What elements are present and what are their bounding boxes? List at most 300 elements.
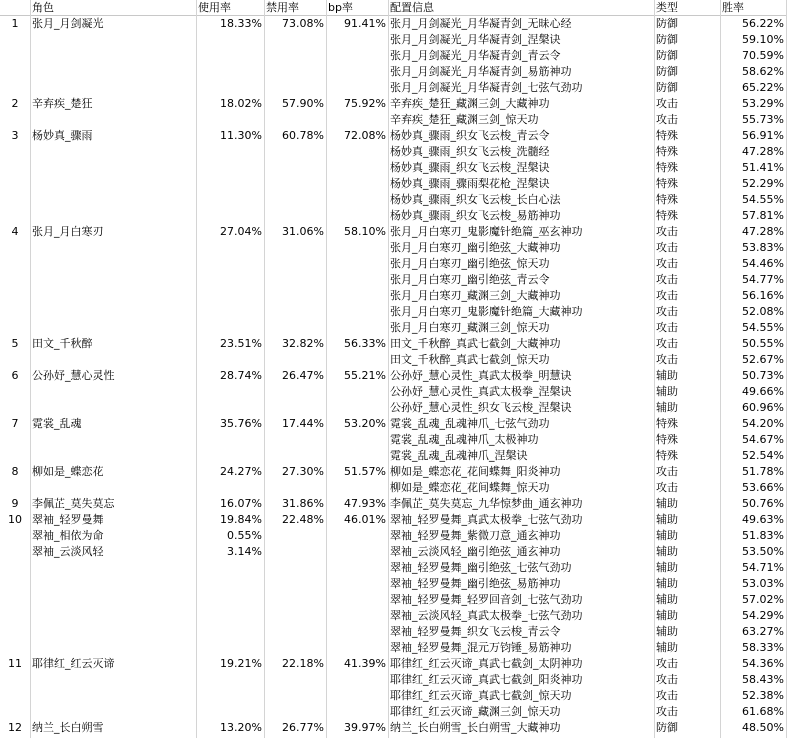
cell-bp-rate	[326, 64, 388, 80]
cell-type: 攻击	[656, 353, 678, 366]
cell-use-rate	[196, 592, 264, 608]
cell-bp-rate	[326, 352, 388, 368]
cell-config: 张月_月剑凝光_月华凝青剑_易筋神功	[390, 65, 572, 78]
cell-ban-rate	[264, 192, 326, 208]
cell-bp-rate	[326, 560, 388, 576]
cell-index	[0, 592, 30, 608]
cell-win-rate: 49.63%	[742, 513, 784, 526]
cell-index: 6	[11, 369, 19, 382]
cell-type: 攻击	[656, 273, 678, 286]
cell-use-rate	[196, 208, 264, 224]
cell-config: 翠袖_云淡风轻_幽引绝弦_通玄神功	[390, 545, 561, 558]
cell-win-rate: 51.78%	[742, 465, 784, 478]
cell-config: 翠袖_轻罗曼舞_真武太极拳_七弦气劲功	[390, 513, 583, 526]
cell-config: 张月_月剑凝光_月华凝青剑_涅槃诀	[390, 33, 561, 46]
cell-use-rate	[196, 304, 264, 320]
cell-type: 攻击	[656, 241, 678, 254]
cell-win-rate: 51.41%	[742, 161, 784, 174]
cell-index	[0, 48, 30, 64]
cell-ban-rate	[264, 432, 326, 448]
cell-ban-rate: 60.78%	[282, 129, 324, 142]
cell-use-rate	[196, 400, 264, 416]
cell-config: 翠袖_轻罗曼舞_混元万钧锤_易筋神功	[390, 641, 572, 654]
cell-use-rate: 19.21%	[220, 657, 262, 670]
cell-config: 杨妙真_骤雨_织女飞云梭_青云令	[390, 129, 550, 142]
cell-bp-rate	[326, 480, 388, 496]
cell-bp-rate	[326, 592, 388, 608]
cell-index	[0, 400, 30, 416]
cell-config: 公孙妤_慧心灵性_织女飞云梭_涅槃诀	[390, 401, 572, 414]
grid-line	[30, 0, 31, 738]
cell-win-rate: 54.55%	[742, 321, 784, 334]
cell-use-rate	[196, 112, 264, 128]
cell-type: 特殊	[656, 177, 678, 190]
cell-bp-rate	[326, 624, 388, 640]
cell-role: 公孙妤_慧心灵性	[32, 369, 115, 382]
cell-index	[0, 560, 30, 576]
cell-index	[0, 704, 30, 720]
cell-ban-rate	[264, 400, 326, 416]
cell-index	[0, 80, 30, 96]
cell-ban-rate	[264, 560, 326, 576]
cell-win-rate: 50.73%	[742, 369, 784, 382]
cell-win-rate: 57.81%	[742, 209, 784, 222]
cell-role	[30, 144, 196, 160]
cell-role: 杨妙真_骤雨	[32, 129, 93, 142]
header-bp-rate: bp率	[326, 0, 388, 16]
cell-ban-rate	[264, 80, 326, 96]
cell-bp-rate	[326, 272, 388, 288]
cell-bp-rate	[326, 192, 388, 208]
cell-role	[30, 240, 196, 256]
cell-index	[0, 64, 30, 80]
cell-type: 攻击	[656, 657, 678, 670]
grid-line	[654, 0, 655, 738]
cell-use-rate	[196, 32, 264, 48]
cell-type: 辅助	[656, 513, 678, 526]
cell-win-rate: 54.55%	[742, 193, 784, 206]
cell-bp-rate	[326, 448, 388, 464]
cell-ban-rate: 57.90%	[282, 97, 324, 110]
cell-config: 翠袖_轻罗曼舞_幽引绝弦_七弦气劲功	[390, 561, 572, 574]
cell-role	[30, 480, 196, 496]
cell-config: 翠袖_轻罗曼舞_轻罗回音剑_七弦气劲功	[390, 593, 583, 606]
cell-bp-rate: 75.92%	[344, 97, 386, 110]
cell-ban-rate: 22.48%	[282, 513, 324, 526]
cell-use-rate	[196, 288, 264, 304]
cell-index	[0, 288, 30, 304]
cell-win-rate: 54.67%	[742, 433, 784, 446]
cell-ban-rate	[264, 160, 326, 176]
header-role: 角色	[30, 0, 196, 16]
cell-use-rate	[196, 80, 264, 96]
cell-win-rate: 56.91%	[742, 129, 784, 142]
cell-type: 辅助	[656, 401, 678, 414]
header-ban-rate: 禁用率	[264, 0, 326, 16]
cell-index	[0, 640, 30, 656]
cell-role	[30, 272, 196, 288]
cell-index	[0, 576, 30, 592]
cell-index: 2	[11, 97, 19, 110]
cell-config: 辛弃疾_楚狂_藏渊三剑_大藏神功	[390, 97, 550, 110]
cell-role: 纳兰_长白朔雪	[32, 721, 104, 734]
cell-type: 特殊	[656, 449, 678, 462]
cell-type: 特殊	[656, 145, 678, 158]
cell-index: 3	[11, 129, 19, 142]
cell-bp-rate	[326, 688, 388, 704]
cell-config: 耶律红_红云灭谛_真武七截剑_太阴神功	[390, 657, 583, 670]
cell-bp-rate	[326, 256, 388, 272]
cell-ban-rate	[264, 112, 326, 128]
cell-use-rate: 23.51%	[220, 337, 262, 350]
cell-ban-rate	[264, 320, 326, 336]
cell-bp-rate	[326, 208, 388, 224]
cell-role	[30, 48, 196, 64]
cell-win-rate: 52.67%	[742, 353, 784, 366]
cell-index: 10	[8, 513, 22, 526]
cell-bp-rate	[326, 48, 388, 64]
cell-ban-rate	[264, 176, 326, 192]
cell-ban-rate	[264, 448, 326, 464]
cell-role: 翠袖_云淡风轻	[32, 545, 104, 558]
cell-win-rate: 55.73%	[742, 113, 784, 126]
cell-role	[30, 176, 196, 192]
cell-config: 田文_千秋醉_真武七截剑_惊天功	[390, 353, 550, 366]
cell-role	[30, 32, 196, 48]
cell-index	[0, 160, 30, 176]
cell-config: 张月_月白寒刃_幽引绝弦_大藏神功	[390, 241, 561, 254]
cell-bp-rate: 91.41%	[344, 17, 386, 30]
cell-type: 防御	[656, 49, 678, 62]
cell-win-rate: 48.50%	[742, 721, 784, 734]
cell-bp-rate	[326, 704, 388, 720]
cell-use-rate: 27.04%	[220, 225, 262, 238]
cell-type: 特殊	[656, 417, 678, 430]
cell-use-rate	[196, 480, 264, 496]
cell-role	[30, 432, 196, 448]
cell-index	[0, 144, 30, 160]
cell-bp-rate: 53.20%	[344, 417, 386, 430]
grid-line	[196, 0, 197, 738]
cell-ban-rate: 26.47%	[282, 369, 324, 382]
cell-win-rate: 60.96%	[742, 401, 784, 414]
cell-ban-rate	[264, 624, 326, 640]
cell-type: 辅助	[656, 577, 678, 590]
cell-config: 纳兰_长白朔雪_长白朔雪_大藏神功	[390, 721, 561, 734]
cell-type: 辅助	[656, 641, 678, 654]
cell-config: 杨妙真_骤雨_骤雨梨花枪_涅槃诀	[390, 177, 550, 190]
cell-use-rate	[196, 320, 264, 336]
cell-ban-rate	[264, 256, 326, 272]
cell-win-rate: 56.22%	[742, 17, 784, 30]
cell-win-rate: 54.77%	[742, 273, 784, 286]
cell-ban-rate	[264, 480, 326, 496]
cell-ban-rate	[264, 640, 326, 656]
cell-bp-rate	[326, 640, 388, 656]
cell-use-rate	[196, 688, 264, 704]
cell-index	[0, 272, 30, 288]
cell-bp-rate	[326, 112, 388, 128]
cell-type: 防御	[656, 65, 678, 78]
cell-role	[30, 704, 196, 720]
cell-role	[30, 640, 196, 656]
cell-win-rate: 47.28%	[742, 145, 784, 158]
cell-use-rate	[196, 384, 264, 400]
cell-role: 翠袖_轻罗曼舞	[32, 513, 104, 526]
cell-index	[0, 688, 30, 704]
cell-ban-rate	[264, 288, 326, 304]
cell-ban-rate	[264, 576, 326, 592]
cell-ban-rate	[264, 272, 326, 288]
cell-use-rate: 3.14%	[227, 545, 262, 558]
cell-role: 霓裳_乱魂	[32, 417, 82, 430]
grid-line	[720, 0, 721, 738]
cell-config: 耶律红_红云灭谛_真武七截剑_阳炎神功	[390, 673, 583, 686]
cell-config: 张月_月剑凝光_月华凝青剑_青云令	[390, 49, 561, 62]
cell-type: 攻击	[656, 481, 678, 494]
cell-type: 攻击	[656, 673, 678, 686]
cell-win-rate: 52.08%	[742, 305, 784, 318]
cell-index	[0, 112, 30, 128]
cell-config: 耶律红_红云灭谛_藏渊三剑_惊天功	[390, 705, 561, 718]
cell-role: 张月_月白寒刃	[32, 225, 104, 238]
cell-config: 翠袖_轻罗曼舞_幽引绝弦_易筋神功	[390, 577, 561, 590]
cell-bp-rate	[326, 576, 388, 592]
cell-config: 张月_月白寒刃_幽引绝弦_青云令	[390, 273, 550, 286]
cell-role	[30, 192, 196, 208]
cell-role	[30, 320, 196, 336]
cell-ban-rate	[264, 48, 326, 64]
cell-ban-rate	[264, 592, 326, 608]
cell-win-rate: 58.43%	[742, 673, 784, 686]
cell-use-rate: 18.02%	[220, 97, 262, 110]
cell-role	[30, 208, 196, 224]
grid-line	[388, 0, 389, 738]
cell-index: 11	[8, 657, 22, 670]
cell-use-rate: 0.55%	[227, 529, 262, 542]
cell-type: 攻击	[656, 305, 678, 318]
cell-config: 杨妙真_骤雨_织女飞云梭_易筋神功	[390, 209, 561, 222]
cell-bp-rate	[326, 528, 388, 544]
cell-use-rate: 19.84%	[220, 513, 262, 526]
cell-type: 辅助	[656, 593, 678, 606]
cell-config: 柳如是_蝶恋花_花间蝶舞_阳炎神功	[390, 465, 561, 478]
cell-bp-rate: 41.39%	[344, 657, 386, 670]
cell-config: 张月_月白寒刃_鬼影魔针绝篇_巫玄神功	[390, 225, 583, 238]
cell-bp-rate	[326, 432, 388, 448]
cell-use-rate	[196, 160, 264, 176]
cell-type: 特殊	[656, 433, 678, 446]
cell-type: 攻击	[656, 465, 678, 478]
cell-index	[0, 304, 30, 320]
cell-index: 1	[11, 17, 19, 30]
cell-role	[30, 384, 196, 400]
cell-bp-rate: 51.57%	[344, 465, 386, 478]
cell-use-rate: 18.33%	[220, 17, 262, 30]
cell-role	[30, 592, 196, 608]
cell-config: 霓裳_乱魂_乱魂神爪_七弦气劲功	[390, 417, 550, 430]
cell-ban-rate: 31.06%	[282, 225, 324, 238]
cell-type: 特殊	[656, 209, 678, 222]
cell-index	[0, 208, 30, 224]
cell-role	[30, 688, 196, 704]
cell-ban-rate	[264, 528, 326, 544]
cell-role	[30, 160, 196, 176]
cell-config: 张月_月剑凝光_月华凝青剑_无昧心经	[390, 17, 572, 30]
cell-index	[0, 480, 30, 496]
cell-config: 张月_月白寒刃_藏渊三剑_大藏神功	[390, 289, 561, 302]
cell-use-rate: 16.07%	[220, 497, 262, 510]
cell-type: 特殊	[656, 161, 678, 174]
cell-config: 霓裳_乱魂_乱魂神爪_涅槃诀	[390, 449, 528, 462]
cell-role	[30, 256, 196, 272]
cell-win-rate: 54.29%	[742, 609, 784, 622]
header-use-rate: 使用率	[196, 0, 264, 16]
cell-ban-rate	[264, 384, 326, 400]
cell-role	[30, 64, 196, 80]
cell-bp-rate	[326, 672, 388, 688]
cell-config: 耶律红_红云灭谛_真武七截剑_惊天功	[390, 689, 572, 702]
cell-config: 翠袖_轻罗曼舞_织女飞云梭_青云令	[390, 625, 561, 638]
cell-win-rate: 52.38%	[742, 689, 784, 702]
cell-bp-rate: 39.97%	[344, 721, 386, 734]
cell-config: 翠袖_轻罗曼舞_紫微刀意_通玄神功	[390, 529, 561, 542]
cell-type: 辅助	[656, 561, 678, 574]
cell-config: 柳如是_蝶恋花_花间蝶舞_惊天功	[390, 481, 550, 494]
cell-type: 攻击	[656, 321, 678, 334]
cell-index	[0, 384, 30, 400]
cell-config: 杨妙真_骤雨_织女飞云梭_洗髓经	[390, 145, 550, 158]
cell-win-rate: 58.33%	[742, 641, 784, 654]
cell-role: 翠袖_相依为命	[32, 529, 104, 542]
cell-index: 9	[11, 497, 19, 510]
cell-use-rate: 11.30%	[220, 129, 262, 142]
cell-role: 辛弃疾_楚狂	[32, 97, 93, 110]
cell-ban-rate	[264, 672, 326, 688]
cell-use-rate	[196, 240, 264, 256]
cell-index	[0, 624, 30, 640]
cell-ban-rate	[264, 32, 326, 48]
cell-bp-rate	[326, 32, 388, 48]
cell-config: 霓裳_乱魂_乱魂神爪_太极神功	[390, 433, 539, 446]
cell-index	[0, 608, 30, 624]
cell-use-rate: 28.74%	[220, 369, 262, 382]
cell-role	[30, 80, 196, 96]
cell-bp-rate	[326, 608, 388, 624]
cell-type: 攻击	[656, 689, 678, 702]
grid-line	[264, 0, 265, 738]
header-index	[0, 0, 30, 16]
cell-use-rate	[196, 704, 264, 720]
cell-win-rate: 53.50%	[742, 545, 784, 558]
cell-type: 辅助	[656, 609, 678, 622]
cell-win-rate: 50.55%	[742, 337, 784, 350]
cell-use-rate	[196, 176, 264, 192]
cell-bp-rate	[326, 304, 388, 320]
cell-config: 张月_月白寒刃_鬼影魔针绝篇_大藏神功	[390, 305, 583, 318]
cell-win-rate: 53.66%	[742, 481, 784, 494]
cell-type: 辅助	[656, 385, 678, 398]
cell-use-rate	[196, 48, 264, 64]
cell-type: 辅助	[656, 545, 678, 558]
cell-ban-rate	[264, 144, 326, 160]
cell-role	[30, 576, 196, 592]
cell-win-rate: 51.83%	[742, 529, 784, 542]
cell-role: 李佩芷_莫失莫忘	[32, 497, 115, 510]
cell-win-rate: 65.22%	[742, 81, 784, 94]
cell-bp-rate	[326, 144, 388, 160]
cell-type: 攻击	[656, 257, 678, 270]
grid-line	[326, 0, 327, 738]
cell-win-rate: 53.83%	[742, 241, 784, 254]
header-config: 配置信息	[388, 0, 654, 16]
cell-ban-rate: 17.44%	[282, 417, 324, 430]
cell-bp-rate	[326, 400, 388, 416]
cell-use-rate	[196, 448, 264, 464]
cell-type: 攻击	[656, 337, 678, 350]
cell-use-rate	[196, 352, 264, 368]
cell-config: 田文_千秋醉_真武七截剑_大藏神功	[390, 337, 561, 350]
cell-index: 7	[11, 417, 19, 430]
cell-type: 攻击	[656, 289, 678, 302]
cell-use-rate	[196, 64, 264, 80]
cell-ban-rate: 22.18%	[282, 657, 324, 670]
cell-role	[30, 672, 196, 688]
cell-use-rate: 24.27%	[220, 465, 262, 478]
cell-type: 防御	[656, 33, 678, 46]
cell-role: 张月_月剑凝光	[32, 17, 104, 30]
cell-bp-rate	[326, 544, 388, 560]
cell-role: 田文_千秋醉	[32, 337, 93, 350]
header-win-rate: 胜率	[720, 0, 786, 16]
cell-index	[0, 176, 30, 192]
cell-win-rate: 49.66%	[742, 385, 784, 398]
cell-win-rate: 47.28%	[742, 225, 784, 238]
cell-ban-rate	[264, 704, 326, 720]
cell-ban-rate: 27.30%	[282, 465, 324, 478]
cell-index	[0, 528, 30, 544]
cell-type: 防御	[656, 721, 678, 734]
cell-use-rate	[196, 192, 264, 208]
cell-ban-rate	[264, 64, 326, 80]
cell-win-rate: 52.29%	[742, 177, 784, 190]
cell-bp-rate	[326, 320, 388, 336]
cell-win-rate: 59.10%	[742, 33, 784, 46]
cell-index	[0, 192, 30, 208]
cell-type: 辅助	[656, 369, 678, 382]
cell-config: 张月_月剑凝光_月华凝青剑_七弦气劲功	[390, 81, 583, 94]
cell-type: 攻击	[656, 705, 678, 718]
cell-config: 翠袖_云淡风轻_真武太极拳_七弦气劲功	[390, 609, 583, 622]
cell-use-rate	[196, 624, 264, 640]
cell-type: 辅助	[656, 529, 678, 542]
cell-win-rate: 57.02%	[742, 593, 784, 606]
cell-index	[0, 320, 30, 336]
cell-config: 杨妙真_骤雨_织女飞云梭_涅槃诀	[390, 161, 550, 174]
cell-win-rate: 54.46%	[742, 257, 784, 270]
cell-role	[30, 112, 196, 128]
cell-bp-rate	[326, 160, 388, 176]
cell-bp-rate: 56.33%	[344, 337, 386, 350]
cell-config: 公孙妤_慧心灵性_真武太极拳_明慧诀	[390, 369, 572, 382]
cell-bp-rate	[326, 80, 388, 96]
cell-use-rate	[196, 272, 264, 288]
cell-index	[0, 544, 30, 560]
cell-use-rate	[196, 144, 264, 160]
cell-config: 张月_月白寒刃_藏渊三剑_惊天功	[390, 321, 550, 334]
cell-bp-rate: 47.93%	[344, 497, 386, 510]
cell-ban-rate	[264, 240, 326, 256]
